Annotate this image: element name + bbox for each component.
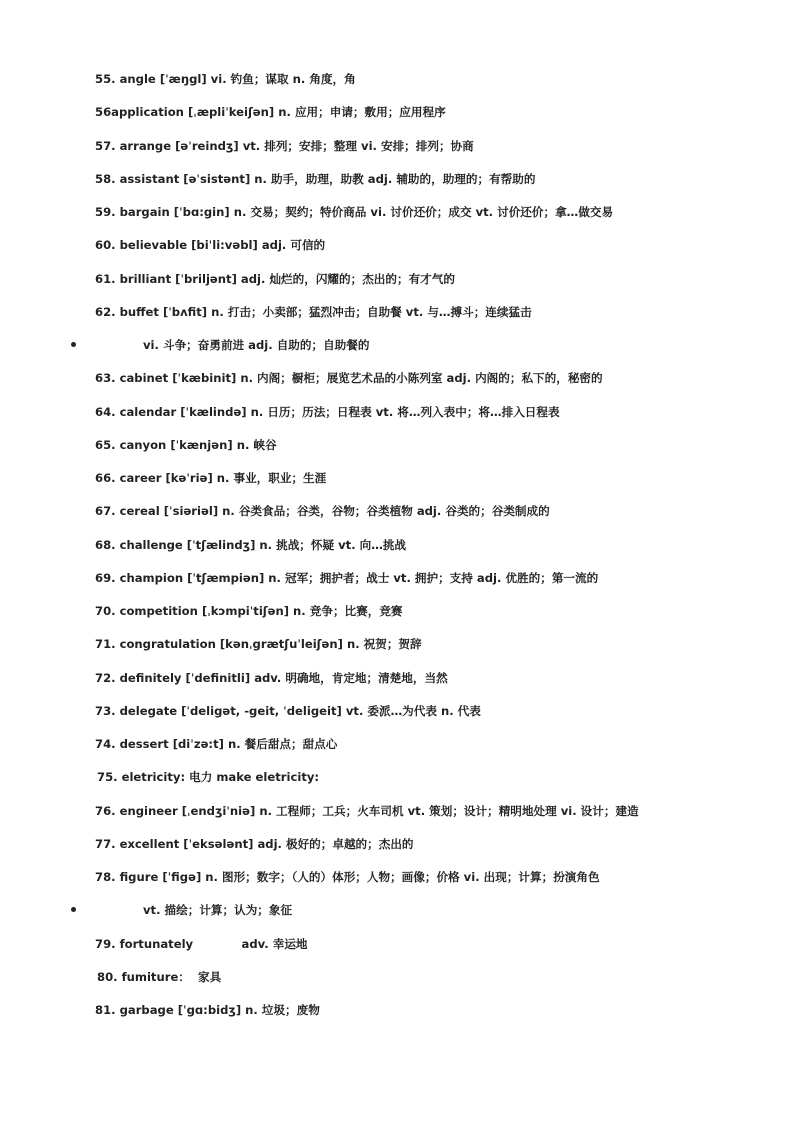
vocab-entry-fumiture	[0, 967, 794, 1000]
vocab-entry-congratulation	[0, 634, 794, 667]
vocab-entry-eletricity	[0, 767, 794, 800]
entry-text: 58. assistant [əˈsistənt] n. 助手，助理，助教 adj. 辅助的，助理的；有帮助的	[95, 171, 536, 186]
vocab-entry-delegate	[0, 701, 794, 734]
entry-text: 55. angle [ˈæŋgl] vi. 钓鱼；谋取 n. 角度，角	[95, 72, 356, 86]
vocab-entry-cabinet	[0, 368, 794, 401]
entry-text: 57. arrange [əˈreindʒ] vt. 排列；安排；整理 vi. 安排；排列；协商	[95, 138, 474, 153]
entry-text: vi. 斗争；奋勇前进 adj. 自助的；自助餐的	[143, 338, 370, 352]
bullet-dot	[71, 342, 76, 347]
vocab-entry-champion	[0, 568, 794, 601]
vocab-entry-bargain	[0, 202, 794, 235]
entry-text: 75. eletricity: 电力 make eletricity:	[97, 770, 320, 785]
entry-text: 67. cereal [ˈsiəriəl] n. 谷类食品；谷类，谷物；谷类植物 adj. 谷类的；谷类制成的	[95, 504, 550, 519]
entry-text: 62. buffet [ˈbʌfit] n. 打击；小卖部；猛烈冲击；自助餐 vt. 与…搏斗；连续猛击	[95, 304, 532, 319]
entry-text: 68. challenge [ˈtʃælindʒ] n. 挑战；怀疑 vt. 向…挑战	[95, 537, 407, 552]
vocabulary-list	[0, 69, 794, 1033]
vocab-entry-engineer	[0, 801, 794, 834]
entry-text: 77. excellent [ˈeksələnt] adj. 极好的；卓越的；杰出的	[95, 836, 414, 851]
entry-text: vt. 描绘；计算；认为；象征	[143, 903, 293, 918]
entry-text: 72. definitely [ˈdefinitli] adv. 明确地，肯定地；清楚地，当然	[95, 670, 448, 685]
entry-text: 65. canyon [ˈkænjən] n. 峡谷	[95, 437, 277, 452]
vocab-entry-angle	[0, 69, 794, 102]
entry-text: 60. believable [biˈli:vəbl] adj. 可信的	[95, 238, 326, 253]
vocab-entry-fortunately	[0, 934, 794, 967]
vocab-entry-excellent	[0, 834, 794, 867]
vocab-entry-canyon	[0, 435, 794, 468]
entry-text: 78. figure [ˈfigə] n. 图形；数字；（人的）体形；人物；画像；价格 vi. 出现；计算；扮演角色	[95, 870, 600, 884]
entry-text: 79. fortunately adv. 幸运地	[95, 936, 308, 951]
entry-text: 69. champion [ˈtʃæmpiən] n. 冠军；拥护者；战士 vt. 拥护；支持 adj. 优胜的；第一流的	[95, 570, 599, 585]
vocab-entry-cereal	[0, 501, 794, 534]
vocab-entry-brilliant	[0, 269, 794, 302]
vocab-entry-buffet	[0, 302, 794, 335]
vocab-entry-application	[0, 102, 794, 135]
vocab-entry-buffet-continued	[0, 335, 794, 368]
vocab-entry-dessert	[0, 734, 794, 767]
entry-text: 66. career [kəˈriə] n. 事业，职业；生涯	[95, 471, 327, 485]
entry-text: 76. engineer [ˌendʒiˈniə] n. 工程师；工兵；火车司机 vt. 策划；设计；精明地处理 vi. 设计；建造	[95, 803, 639, 818]
vocab-entry-competition	[0, 601, 794, 634]
entry-text: 80. fumiture： 家具	[97, 969, 222, 984]
entry-text: 64. calendar [ˈkælində] n. 日历；历法；日程表 vt. 将…列入表中；将…排入日程表	[95, 404, 560, 419]
vocab-entry-challenge	[0, 535, 794, 568]
entry-text: 61. brilliant [ˈbriljənt] adj. 灿烂的，闪耀的；杰出的；有才气的	[95, 271, 455, 286]
vocab-entry-career	[0, 468, 794, 501]
vocab-entry-figure	[0, 867, 794, 900]
vocab-entry-arrange	[0, 136, 794, 169]
vocab-entry-believable	[0, 235, 794, 268]
entry-text: 74. dessert [diˈzə:t] n. 餐后甜点；甜点心	[95, 737, 338, 751]
entry-text: 81. garbage [ˈgɑ:bidʒ] n. 垃圾；废物	[95, 1003, 320, 1017]
entry-text: 70. competition [ˌkɔmpiˈtiʃən] n. 竞争；比赛，竞赛	[95, 604, 403, 618]
entry-text: 71. congratulation [kənˌgrætʃuˈleiʃən] n. 祝贺；贺辞	[95, 637, 422, 652]
bullet-dot	[71, 907, 76, 912]
entry-text: 56application [ˌæpliˈkeiʃən] n. 应用；申请；敷用；应用程序	[95, 105, 446, 120]
vocab-entry-figure-continued	[0, 900, 794, 933]
vocab-entry-definitely	[0, 668, 794, 701]
entry-text: 73. delegate [ˈdeligət, -geit, ˈdeligeit] vt. 委派…为代表 n. 代表	[95, 703, 481, 718]
vocab-entry-calendar	[0, 402, 794, 435]
vocab-entry-garbage	[0, 1000, 794, 1033]
entry-text: 63. cabinet [ˈkæbinit] n. 内阁；橱柜；展览艺术品的小陈列室 adj. 内阁的；私下的，秘密的	[95, 371, 603, 386]
vocab-entry-assistant	[0, 169, 794, 202]
entry-text: 59. bargain [ˈbɑ:gin] n. 交易；契约；特价商品 vi. 讨价还价；成交 vt. 讨价还价；拿…做交易	[95, 205, 614, 219]
